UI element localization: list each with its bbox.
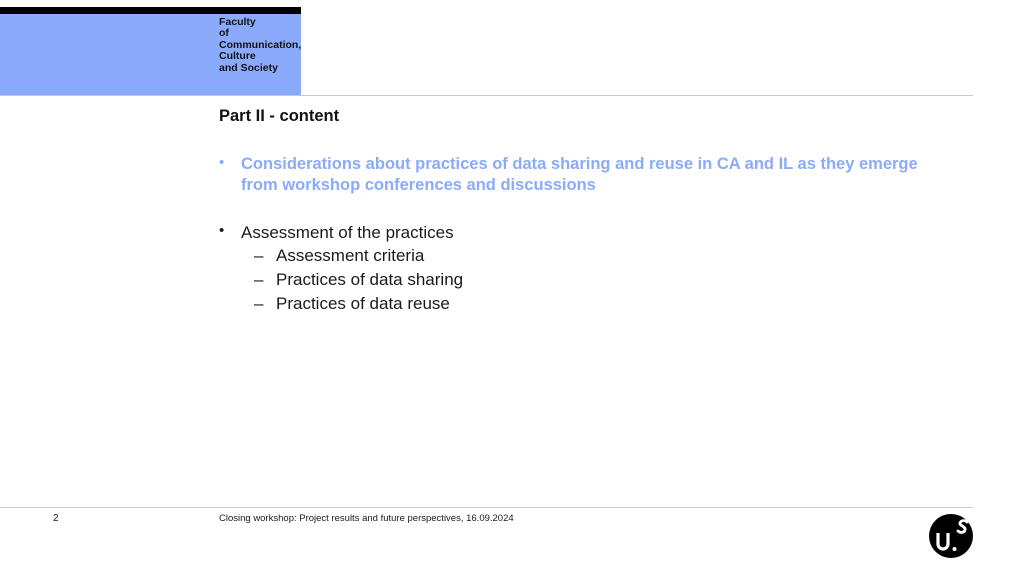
- sub-item-text: Assessment criteria: [276, 246, 425, 265]
- bullet-text: [241, 154, 918, 196]
- faculty-line: and Society: [219, 61, 278, 74]
- sub-item-marker: –: [254, 246, 264, 265]
- slide-title: Part II - content: [219, 107, 340, 125]
- sub-item-marker: –: [254, 294, 264, 313]
- header-black-bar: [0, 7, 301, 14]
- faculty-name: [219, 17, 301, 74]
- bullet-marker: •: [219, 222, 225, 239]
- faculty-line: of: [219, 27, 229, 40]
- bullet-text: Assessment of the practices: [241, 223, 454, 242]
- header-divider: [0, 95, 973, 96]
- bullet-line: from workshop conferences and discussions: [241, 176, 596, 194]
- footer-divider: [0, 507, 973, 508]
- footer-text: Closing workshop: Project results and future perspectives, 16.09.2024: [219, 513, 514, 524]
- faculty-line: Communication,: [219, 38, 302, 51]
- bullet-marker: •: [219, 154, 225, 171]
- bullet-line: Considerations about practices of data sharing and reuse in CA and IL as they emerge: [241, 155, 918, 173]
- usi-logo-icon: [928, 513, 974, 559]
- faculty-line: Culture: [219, 50, 256, 63]
- page-number: 2: [53, 513, 59, 524]
- faculty-line: Faculty: [219, 16, 256, 28]
- sub-item-text: Practices of data sharing: [276, 270, 464, 289]
- sub-item-text: Practices of data reuse: [276, 294, 450, 313]
- sub-item-marker: –: [254, 270, 264, 289]
